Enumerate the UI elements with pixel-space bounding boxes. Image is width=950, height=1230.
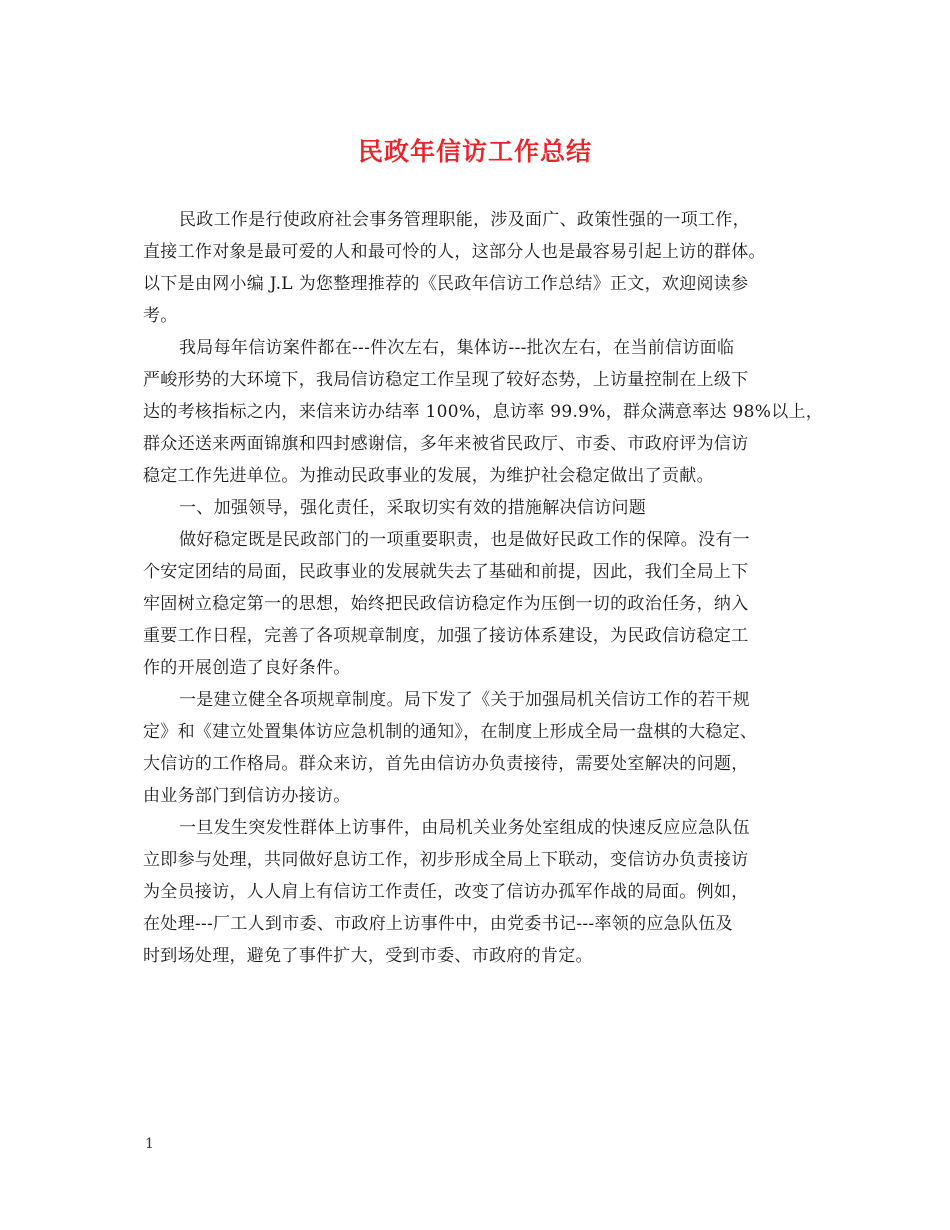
paragraph-3-line-5: 作的开展创造了良好条件。 <box>143 658 351 678</box>
paragraph-3-line-1: 做好稳定既是民政部门的一项重要职责，也是做好民政工作的保障。没有一 <box>179 530 750 550</box>
paragraph-2-line-4: 群众还送来两面锦旗和四封感谢信，多年来被省民政厅、市委、市政府评为信访 <box>143 434 749 454</box>
paragraph-2-line-1: 我局每年信访案件都在---件次左右，集体访---批次左右，在当前信访面临 <box>179 338 735 358</box>
document-title: 民政年信访工作总结 <box>357 137 592 166</box>
paragraph-2-line-5: 稳定工作先进单位。为推动民政事业的发展，为维护社会稳定做出了贡献。 <box>143 466 714 486</box>
paragraph-3-line-2: 个安定团结的局面，民政事业的发展就失去了基础和前提，因此，我们全局上下 <box>143 562 749 582</box>
paragraph-3-line-3: 牢固树立稳定第一的思想，始终把民政信访稳定作为压倒一切的政治任务，纳入 <box>143 594 749 614</box>
paragraph-1-line-4: 考。 <box>143 306 178 326</box>
page-number: 1 <box>145 1136 154 1152</box>
paragraph-5-line-5: 时到场处理，避免了事件扩大，受到市委、市政府的肯定。 <box>143 946 593 966</box>
paragraph-5-line-4: 在处理---厂工人到市委、市政府上访事件中，由党委书记---率领的应急队伍及 <box>143 914 733 934</box>
paragraph-5-line-2: 立即参与处理，共同做好息访工作，初步形成全局上下联动，变信访办负责接访 <box>143 850 749 870</box>
paragraph-4-line-3: 大信访的工作格局。群众来访，首先由信访办负责接待，需要处室解决的问题， <box>143 754 749 774</box>
paragraph-2-line-2: 严峻形势的大环境下，我局信访稳定工作呈现了较好态势，上访量控制在上级下 <box>143 370 749 390</box>
paragraph-5-line-1: 一旦发生突发性群体上访事件，由局机关业务处室组成的快速反应应急队伍 <box>179 818 750 838</box>
paragraph-3-line-4: 重要工作日程，完善了各项规章制度，加强了接访体系建设，为民政信访稳定工 <box>143 626 749 646</box>
paragraph-4-line-1: 一是建立健全各项规章制度。局下发了《关于加强局机关信访工作的若干规 <box>179 690 750 710</box>
paragraph-1-line-2: 直接工作对象是最可爱的人和最可怜的人，这部分人也是最容易引起上访的群体。 <box>143 242 766 262</box>
paragraph-1-line-1: 民政工作是行使政府社会事务管理职能，涉及面广、政策性强的一项工作， <box>179 210 750 230</box>
document-body <box>143 204 823 972</box>
section-heading-1: 一、加强领导，强化责任，采取切实有效的措施解决信访问题 <box>179 498 647 518</box>
paragraph-2-line-3: 达的考核指标之内，来信来访办结率 100%，息访率 99.9%，群众满意率达 98%以上， <box>143 402 824 422</box>
paragraph-1-line-3: 以下是由网小编 J.L 为您整理推荐的《民政年信访工作总结》正文，欢迎阅读参 <box>143 274 749 294</box>
paragraph-4-line-4: 由业务部门到信访办接访。 <box>143 786 351 806</box>
paragraph-4-line-2: 定》和《建立处置集体访应急机制的通知》，在制度上形成全局一盘棋的大稳定、 <box>143 722 758 742</box>
paragraph-5-line-3: 为全员接访，人人肩上有信访工作责任，改变了信访办孤军作战的局面。例如， <box>143 882 749 902</box>
